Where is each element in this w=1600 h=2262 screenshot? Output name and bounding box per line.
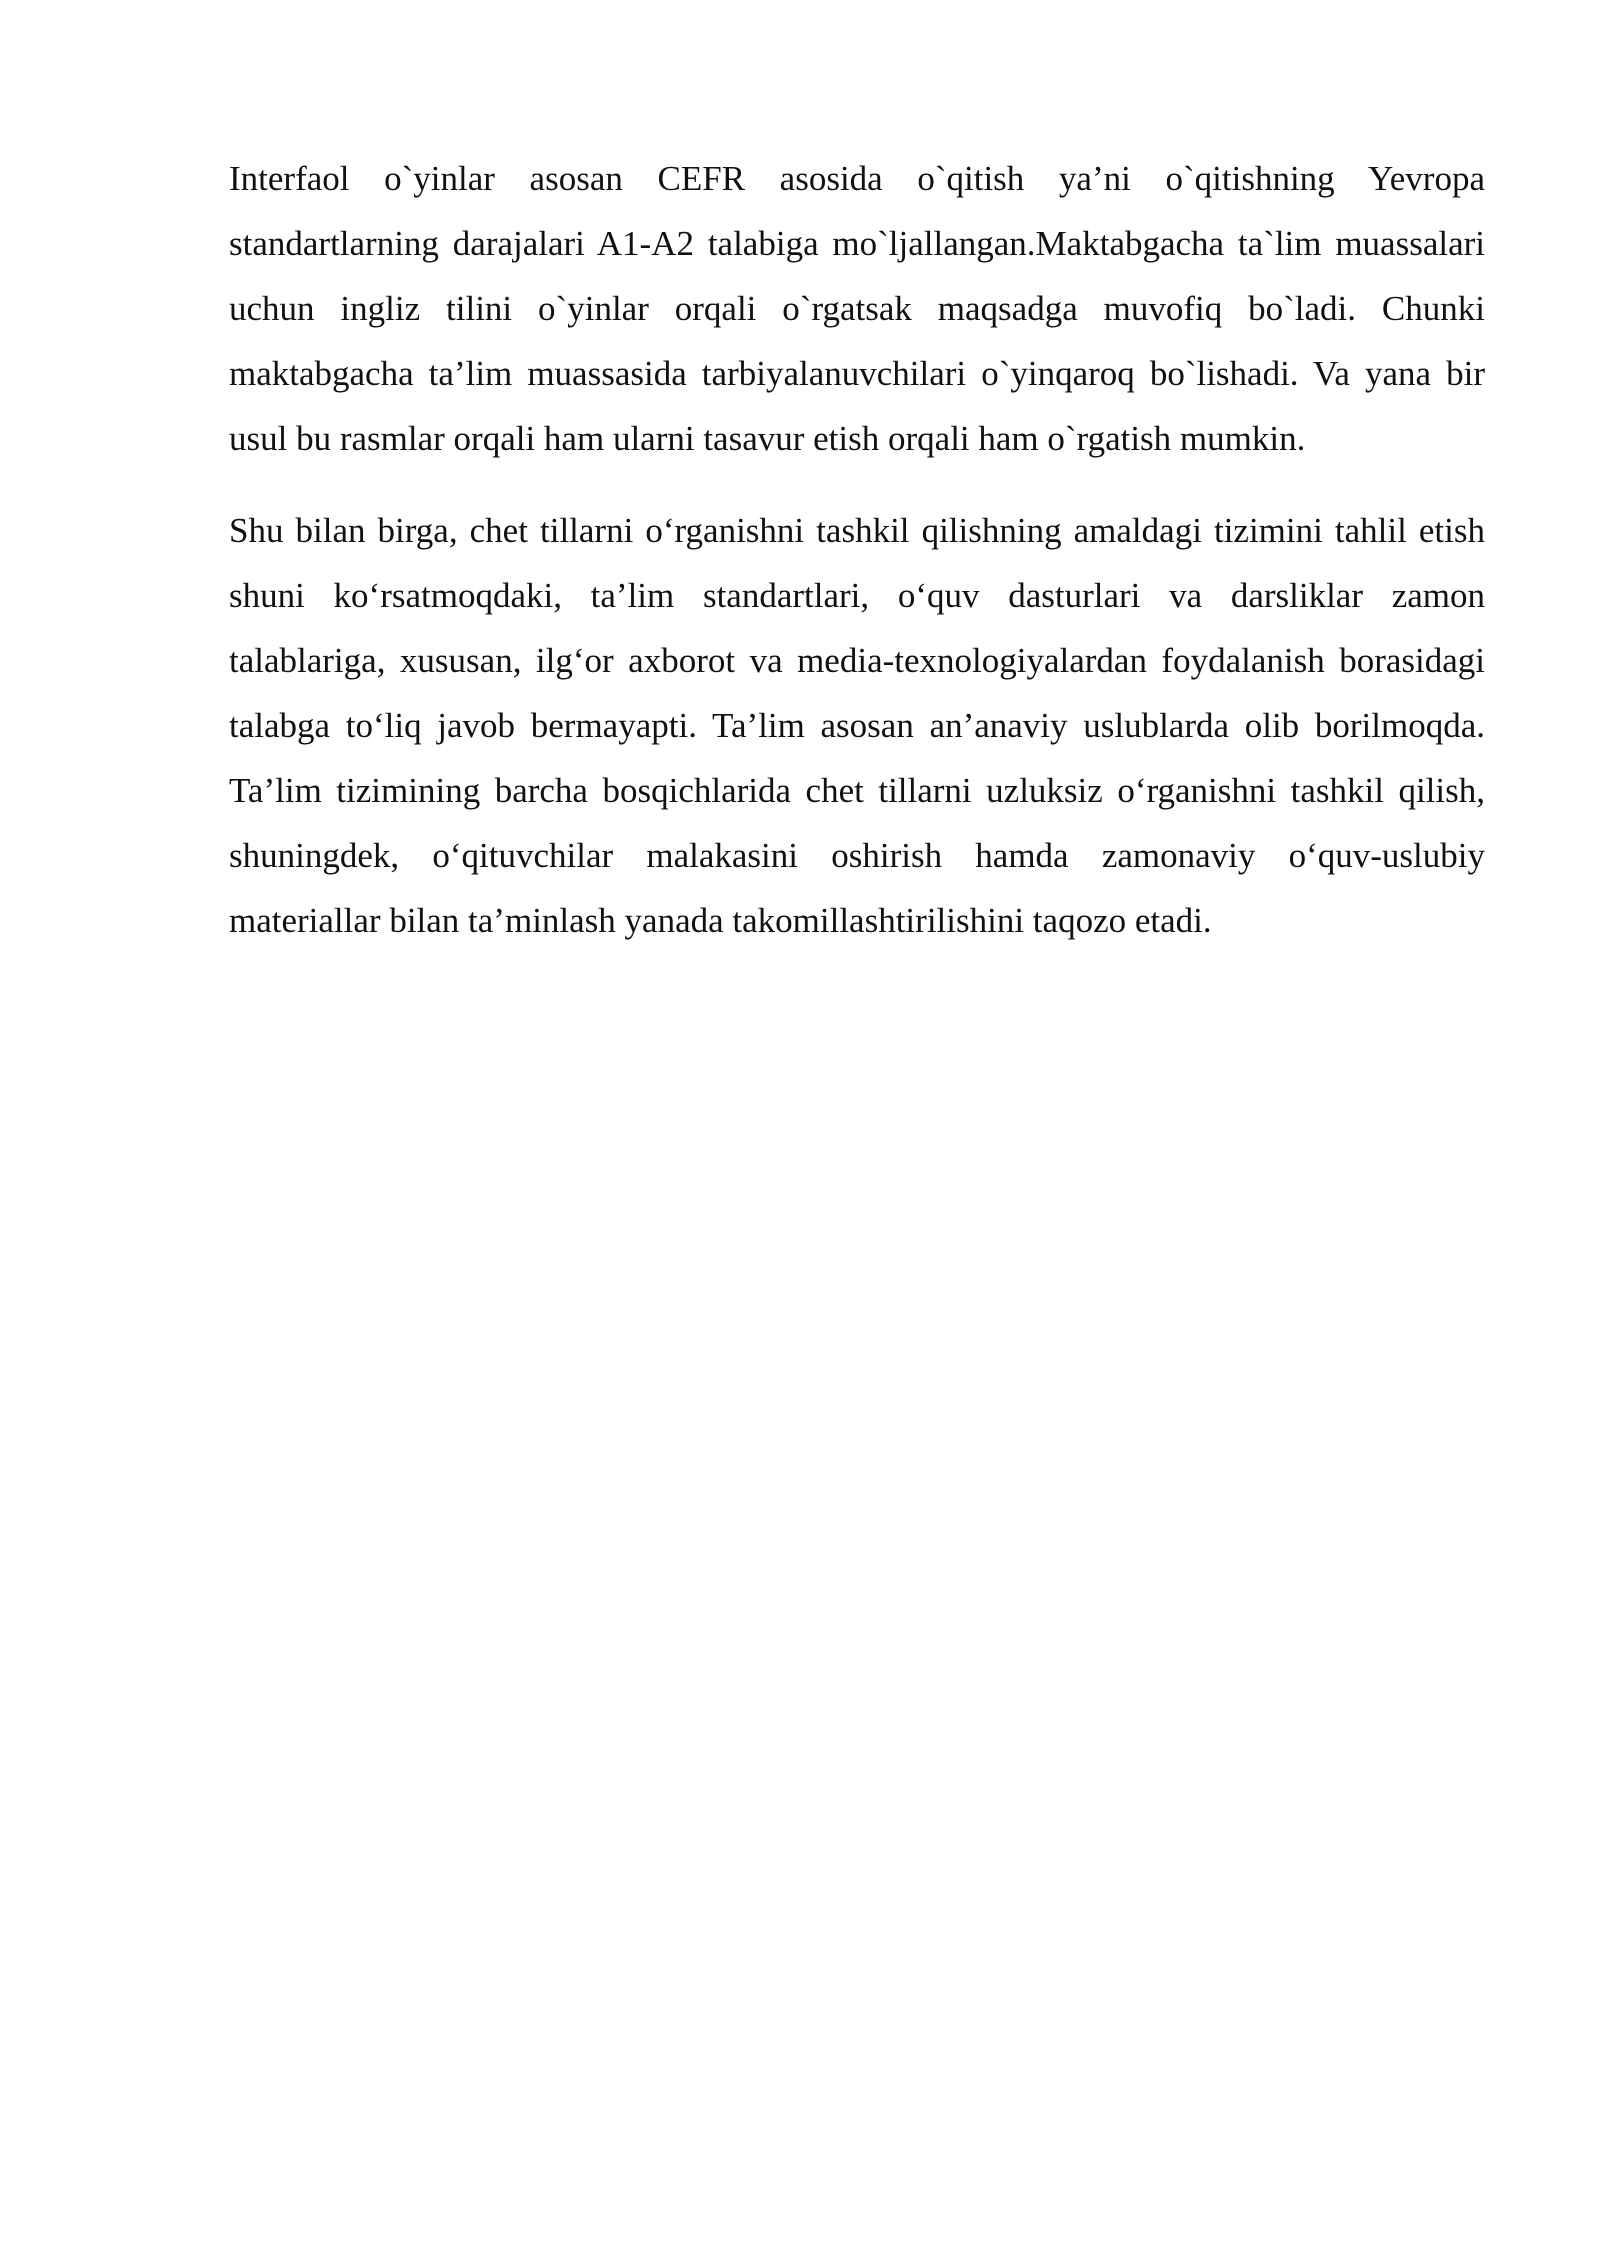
- paragraph-foreign-language-system: Shu bilan birga, chet tillarni o‘rganishni tashkil qilishning amaldagi tizimini tahlil etish shuni ko‘rsatmoqdaki, ta’lim standartlari, o‘quv dasturlari va darsliklar zamon talablariga, xususan, ilg‘or axborot va media-texnologiyalardan foydalanish borasidagi talabga to‘liq javob bermayapti. Ta’lim asosan an’anaviy uslublarda olib borilmoqda. Ta’lim tizimining barcha bosqichlarida chet tillarni uzluksiz o‘rganishni tashkil qilish, shuningdek, o‘qituvchilar malakasini oshirish hamda zamonaviy o‘quv-uslubiy materiallar bilan ta’minlash yanada takomillashtirilishini taqozo etadi.: [229, 511, 1485, 940]
- paragraph-interactive-games: Interfaol o`yinlar asosan CEFR asosida o`qitish ya’ni o`qitishning Yevropa standartlarning darajalari A1-A2 talabiga mo`ljallangan.Maktabgacha ta`lim muassalari uchun ingliz tilini o`yinlar orqali o`rgatsak maqsadga muvofiq bo`ladi. Chunki maktabgacha ta’lim muassasida tarbiyalanuvchilari o`yinqaroq bo`lishadi. Va yana bir usul bu rasmlar orqali ham ularni tasavur etish orqali ham o`rgatish mumkin.: [229, 159, 1485, 458]
- document-body: [229, 146, 1485, 953]
